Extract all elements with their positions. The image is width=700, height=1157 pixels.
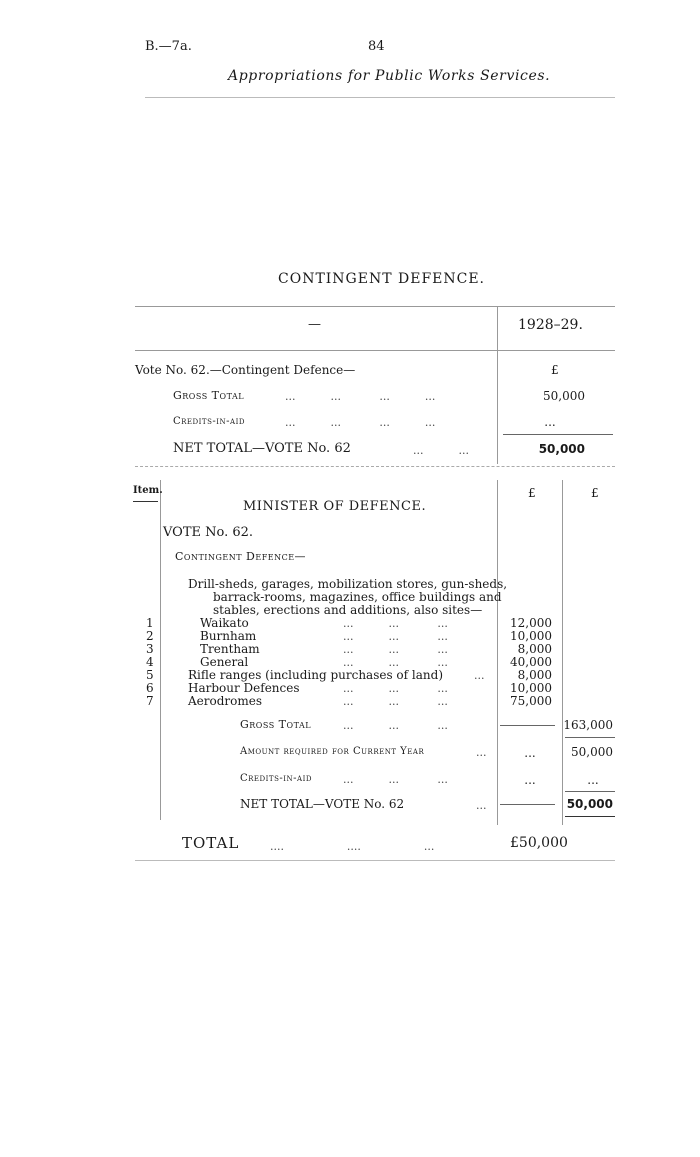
grand-total-value: £50,000 <box>510 835 568 851</box>
detail-current-year-label: Amount required for Current Year <box>240 746 425 757</box>
summary-top-rule <box>135 306 615 307</box>
detail-credits-col2: ... <box>587 773 599 787</box>
leader-dots: ... ... <box>413 444 469 457</box>
minister-heading: MINISTER OF DEFENCE. <box>243 499 427 514</box>
intro-line: barrack-rooms, magazines, office buildings and <box>213 590 502 604</box>
item-column-divider <box>160 480 161 820</box>
item-number: 7 <box>146 694 154 708</box>
item-number: 5 <box>146 668 154 682</box>
leader-dots: ... <box>474 669 485 682</box>
item-value: 8,000 <box>517 642 552 656</box>
grand-total-rule <box>135 860 615 861</box>
leader-dots: ... ... ... <box>343 630 448 643</box>
item-number: 3 <box>146 642 154 656</box>
running-title: Appropriations for Public Works Services. <box>228 68 551 84</box>
summary-vote-label: Vote No. 62.—Contingent Defence— <box>135 363 356 377</box>
summary-currency: £ <box>551 363 559 377</box>
item-value: 75,000 <box>510 694 552 708</box>
item-header-rule <box>133 501 158 502</box>
page-number: 84 <box>368 39 385 54</box>
items-sum-rule <box>500 725 555 726</box>
detail-credits-label: Credits-in-aid <box>240 773 312 784</box>
item-label: Trentham <box>200 642 260 656</box>
summary-net-value: 50,000 <box>538 442 585 456</box>
item-label: Burnham <box>200 629 257 643</box>
net-total-rule <box>565 816 615 817</box>
detail-credits-col1: ... <box>524 773 536 787</box>
item-header: Item. <box>133 485 163 496</box>
item-value: 8,000 <box>517 668 552 682</box>
leader-dots: ... ... ... <box>343 773 448 786</box>
leader-dots: ... ... ... <box>343 682 448 695</box>
item-label: Rifle ranges (including purchases of land) <box>188 668 443 682</box>
section-title: CONTINGENT DEFENCE. <box>278 271 486 287</box>
summary-bottom-rule <box>135 466 615 467</box>
leader-dots: ... ... ... <box>343 719 448 732</box>
credits-rule <box>565 791 615 792</box>
item-number: 2 <box>146 629 154 643</box>
page-ref: B.—7a. <box>145 39 192 54</box>
item-number: 1 <box>146 616 154 630</box>
summary-net-label: NET TOTAL—VOTE No. 62 <box>173 441 351 456</box>
summary-credits-label: Credits-in-aid <box>173 416 245 427</box>
item-number: 4 <box>146 655 154 669</box>
detail-col2-divider <box>562 480 563 825</box>
item-label: Aerodromes <box>188 694 263 708</box>
summary-gross-label: Gross Total <box>173 389 245 402</box>
item-value: 12,000 <box>510 616 552 630</box>
detail-gross-label: Gross Total <box>240 718 312 731</box>
summary-subtotal-rule <box>503 434 613 435</box>
net-col1-rule <box>500 804 555 805</box>
leader-dots: .... .... ... <box>270 840 435 853</box>
gross-total-rule <box>565 737 615 738</box>
header-rule <box>145 97 615 98</box>
item-value: 40,000 <box>510 655 552 669</box>
leader-dots: ... ... ... <box>343 643 448 656</box>
item-label: Waikato <box>200 616 249 630</box>
vote-heading: VOTE No. 62. <box>163 525 254 540</box>
leader-dots: ... ... ... <box>343 695 448 708</box>
contingent-subhead: Contingent Defence— <box>175 550 307 563</box>
summary-gross-value: 50,000 <box>543 389 585 403</box>
leader-dots: ... ... ... ... <box>285 416 436 429</box>
summary-year: 1928–29. <box>518 317 583 333</box>
detail-col1-divider <box>497 480 498 825</box>
detail-currency-2: £ <box>591 486 599 500</box>
detail-currency-1: £ <box>528 486 536 500</box>
item-label: Harbour Defences <box>188 681 300 695</box>
leader-dots: ... <box>476 799 487 812</box>
summary-col-label: — <box>308 317 321 332</box>
leader-dots: ... <box>476 746 487 759</box>
summary-credits-value: ... <box>544 415 556 429</box>
summary-header-rule <box>135 350 615 351</box>
item-number: 6 <box>146 681 154 695</box>
intro-line: Drill-sheds, garages, mobilization stores, gun-sheds, <box>188 577 508 591</box>
detail-net-label: NET TOTAL—VOTE No. 62 <box>240 797 405 811</box>
item-label: General <box>200 655 249 669</box>
detail-gross-value: 163,000 <box>563 718 613 732</box>
item-value: 10,000 <box>510 681 552 695</box>
summary-column-divider <box>497 306 498 464</box>
detail-current-year-col1: ... <box>524 746 536 760</box>
item-value: 10,000 <box>510 629 552 643</box>
leader-dots: ... ... ... <box>343 617 448 630</box>
grand-total-label: TOTAL <box>182 834 240 852</box>
leader-dots: ... ... ... <box>343 656 448 669</box>
detail-net-value: 50,000 <box>566 797 613 811</box>
intro-line: stables, erections and additions, also sites— <box>213 603 483 617</box>
detail-current-year-value: 50,000 <box>571 745 613 759</box>
leader-dots: ... ... ... ... <box>285 390 436 403</box>
